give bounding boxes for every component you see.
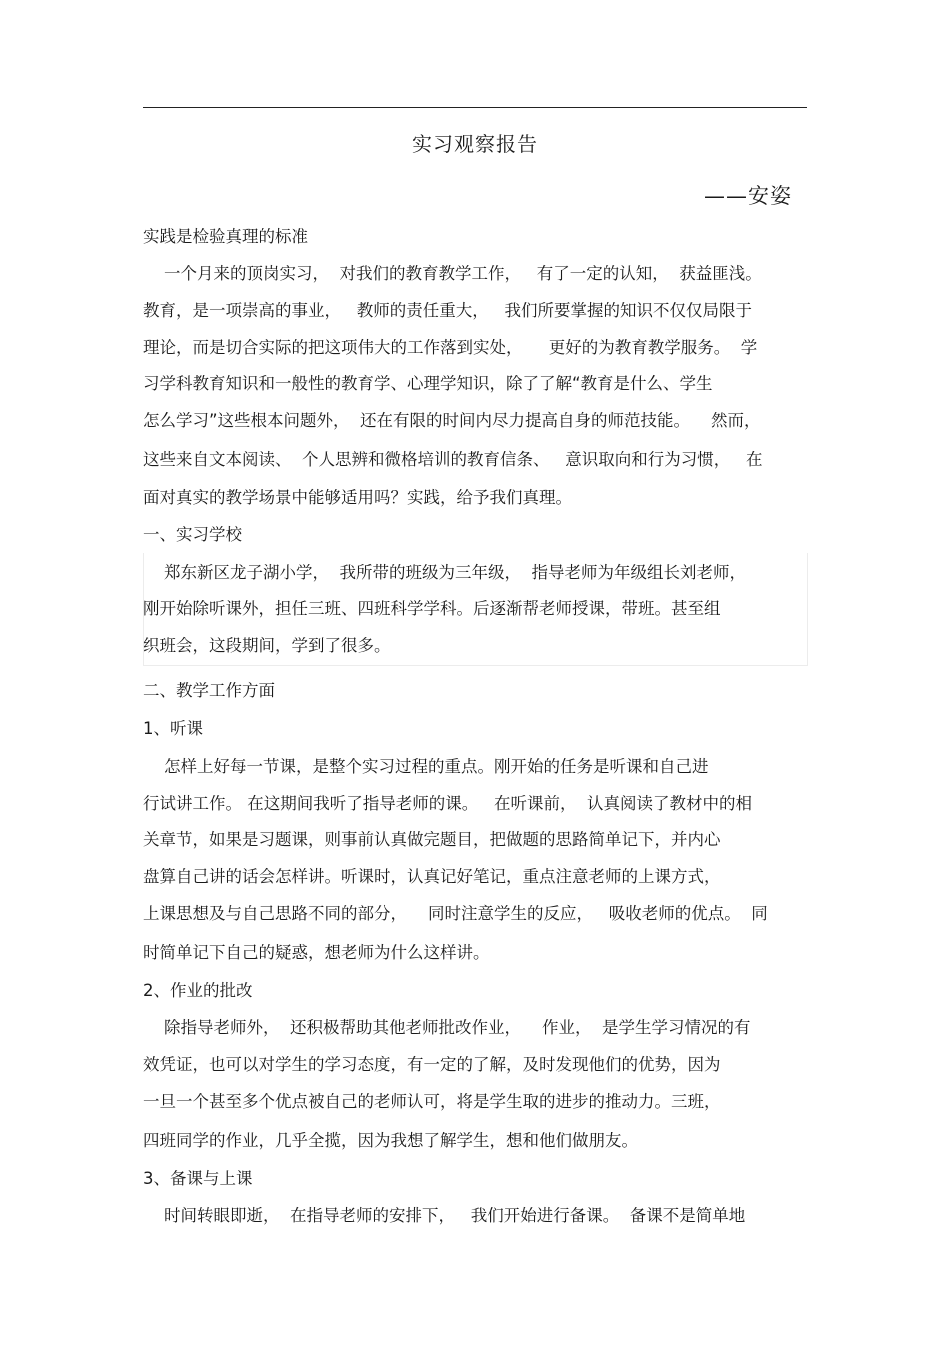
text-line: 怎样上好每一节课，是整个实习过程的重点。刚开始的任务是听课和自己进: [143, 757, 709, 776]
text-line: 一个月来的顶岗实习， 对我们的教育教学工作， 有了一定的认知， 获益匪浅。: [143, 264, 762, 283]
author-line: ——安姿: [704, 184, 792, 208]
text-line: 二、教学工作方面: [143, 681, 275, 700]
text-line: 郑东新区龙子湖小学， 我所带的班级为三年级， 指导老师为年级组长刘老师，: [143, 563, 746, 582]
header-rule: [143, 107, 807, 108]
text-line: 教育，是一项崇高的事业， 教师的责任重大， 我们所要掌握的知识不仅仅局限于: [143, 301, 752, 320]
text-line: 3、备课与上课: [143, 1169, 253, 1188]
text-line: 四班同学的作业，几乎全揽，因为我想了解学生，想和他们做朋友。: [143, 1131, 638, 1150]
text-line: 效凭证，也可以对学生的学习态度，有一定的了解，及时发现他们的优势，因为: [143, 1055, 721, 1074]
text-line: 理论，而是切合实际的把这项伟大的工作落到实处， 更好的为教育教学服务。 学: [143, 338, 758, 357]
text-line: 盘算自己讲的话会怎样讲。听课时，认真记好笔记，重点注意老师的上课方式，: [143, 867, 721, 886]
text-line: 织班会，这段期间，学到了很多。: [143, 636, 391, 655]
text-line: 上课思想及与自己思路不同的部分， 同时注意学生的反应， 吸收老师的优点。 同: [143, 904, 768, 923]
text-line: 一旦一个甚至多个优点被自己的老师认可，将是学生取的进步的推动力。三班，: [143, 1092, 721, 1111]
text-line: 1、听课: [143, 719, 203, 738]
text-line: 实践是检验真理的标准: [143, 227, 308, 246]
text-line: 这些来自文本阅读、 个人思辨和微格培训的教育信条、 意识取向和行为习惯， 在: [143, 450, 763, 469]
text-line: 关章节，如果是习题课，则事前认真做完题目，把做题的思路简单记下，并内心: [143, 830, 721, 849]
text-line: 面对真实的教学场景中能够适用吗？实践，给予我们真理。: [143, 488, 572, 507]
text-line: 除指导老师外， 还积极帮助其他老师批改作业， 作业， 是学生学习情况的有: [143, 1018, 751, 1037]
text-line: 行试讲工作。 在这期间我听了指导老师的课。 在听课前， 认真阅读了教材中的相: [143, 794, 752, 813]
text-line: 时简单记下自己的疑惑，想老师为什么这样讲。: [143, 943, 490, 962]
text-line: 习学科教育知识和一般性的教育学、心理学知识，除了了解“教育是什么、学生: [143, 374, 713, 393]
page-title: 实习观察报告: [412, 132, 538, 156]
text-line: 2、作业的批改: [143, 981, 253, 1000]
text-line: 一、实习学校: [143, 525, 242, 544]
text-line: 时间转眼即逝， 在指导老师的安排下， 我们开始进行备课。 备课不是简单地: [143, 1206, 746, 1225]
text-line: 怎么学习”这些根本问题外， 还在有限的时间内尽力提高自身的师范技能。 然而，: [143, 411, 761, 430]
text-line: 刚开始除听课外，担任三班、四班科学学科。后逐渐帮老师授课，带班。甚至组: [143, 599, 721, 618]
